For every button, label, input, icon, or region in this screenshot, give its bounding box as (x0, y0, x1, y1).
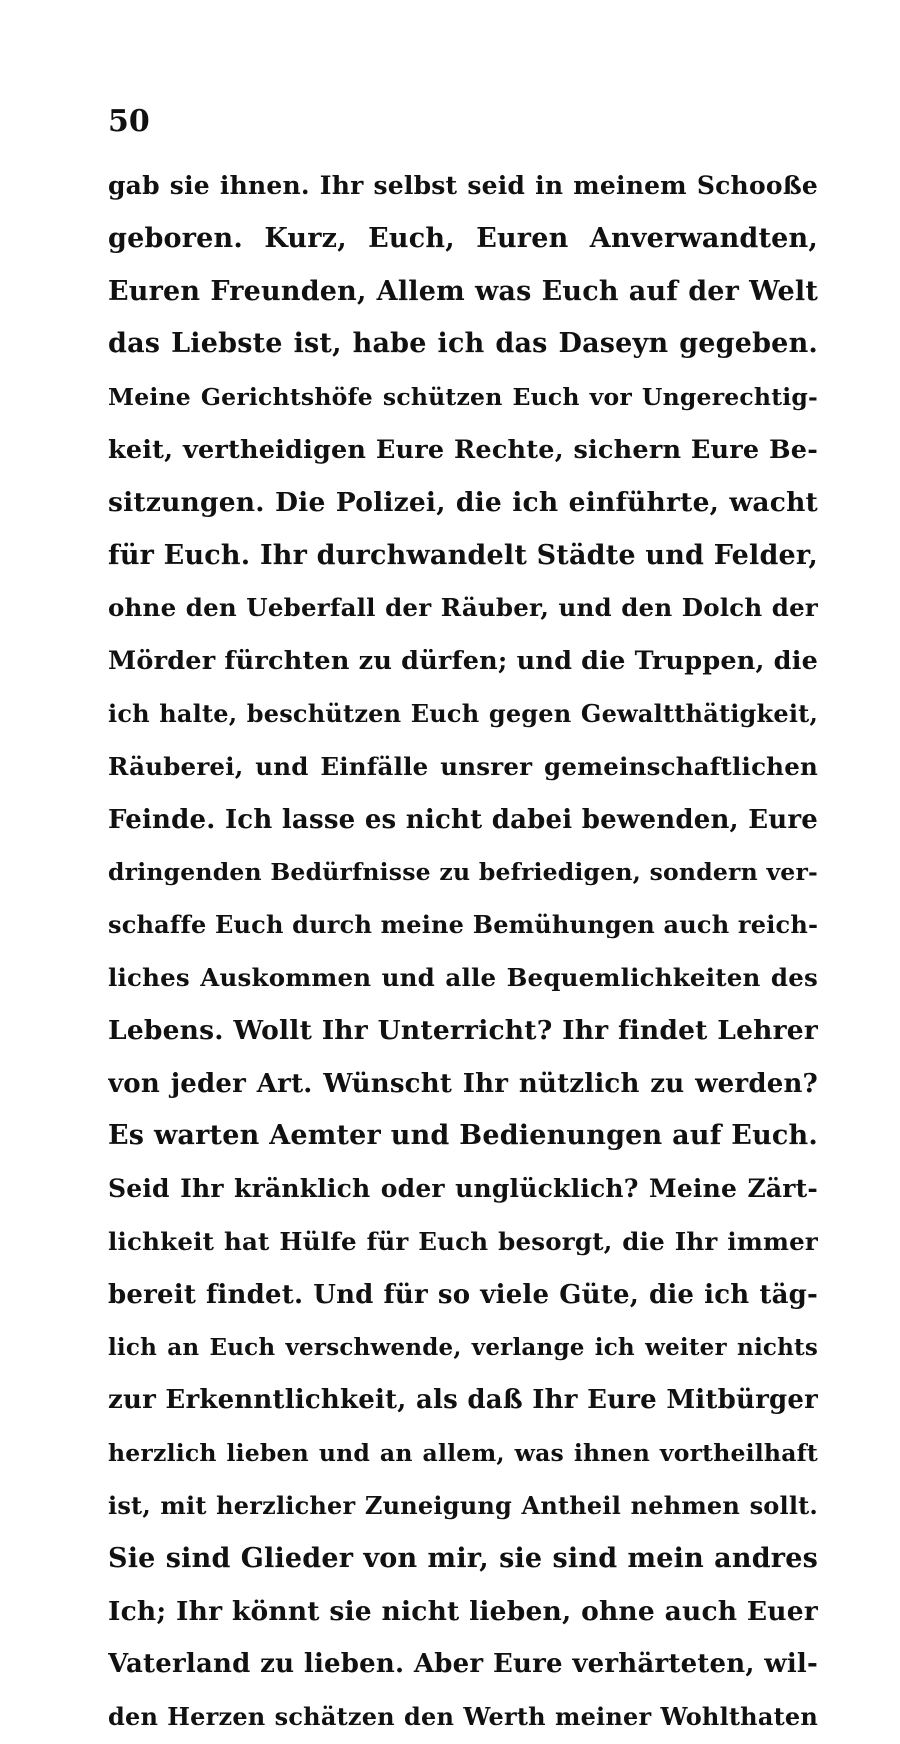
text-line: ich halte, beschützen Euch gegen Gewaltthätigkeit, (108, 698, 818, 728)
text-line: Räuberei, und Einfälle unsrer gemeinschaftlichen (108, 751, 818, 781)
text-line: geboren. Kurz, Euch, Euren Anverwandten, (108, 222, 818, 254)
text-line: keit, vertheidigen Eure Rechte, sichern Eure Be- (108, 434, 818, 465)
text-line: lich an Euch verschwende, verlange ich weiter nichts (108, 1333, 818, 1361)
text-line: sitzungen. Die Polizei, die ich einführte, wacht (108, 486, 818, 518)
text-line: dringenden Bedürfnisse zu befriedigen, sondern ver- (108, 858, 818, 887)
text-line: zur Erkenntlichkeit, als daß Ihr Eure Mitbürger (108, 1385, 818, 1416)
text-line: liches Auskommen und alle Bequemlichkeiten des (108, 962, 818, 992)
text-line: für Euch. Ihr durchwandelt Städte und Felder, (108, 539, 818, 571)
text-line: ist, mit herzlicher Zuneigung Antheil nehmen sollt. (108, 1490, 818, 1520)
text-line: Mörder fürchten zu dürfen; und die Truppen, die (108, 646, 818, 677)
text-line: Ich; Ihr könnt sie nicht lieben, ohne auch Euer (108, 1595, 818, 1627)
text-line: Vaterland zu lieben. Aber Eure verhärteten, wil- (108, 1649, 818, 1680)
text-line: ohne den Ueberfall der Räuber, und den Dolch der (108, 593, 818, 623)
page-number: 50 (108, 104, 150, 139)
text-line: herzlich lieben und an allem, was ihnen vortheilhaft (108, 1439, 818, 1468)
text-line: von jeder Art. Wünscht Ihr nützlich zu werden? (108, 1068, 818, 1099)
text-line: Sie sind Glieder von mir, sie sind mein andres (108, 1542, 818, 1574)
text-line: Euren Freunden, Allem was Euch auf der Welt (108, 275, 818, 307)
text-line: lichkeit hat Hülfe für Euch besorgt, die Ihr immer (108, 1226, 818, 1256)
text-line: Meine Gerichtshöfe schützen Euch vor Ungerechtig- (108, 383, 818, 412)
text-line: den Herzen schätzen den Werth meiner Wohlthaten (108, 1702, 818, 1732)
text-line: Seid Ihr kränklich oder unglücklich? Meine Zärt- (108, 1174, 818, 1204)
body-text (108, 160, 818, 1744)
text-line: Lebens. Wollt Ihr Unterricht? Ihr findet Lehrer (108, 1014, 818, 1046)
text-line: Es warten Aemter und Bedienungen auf Euch. (108, 1120, 818, 1152)
text-line: schaffe Euch durch meine Bemühungen auch reich- (108, 910, 818, 940)
text-line: Feinde. Ich lasse es nicht dabei bewenden, Eure (108, 804, 818, 835)
text-line: gab sie ihnen. Ihr selbst seid in meinem Schooße (108, 171, 818, 200)
text-line: bereit findet. Und für so viele Güte, die ich täg- (108, 1279, 818, 1310)
text-line: das Liebste ist, habe ich das Daseyn gegeben. (108, 328, 818, 360)
